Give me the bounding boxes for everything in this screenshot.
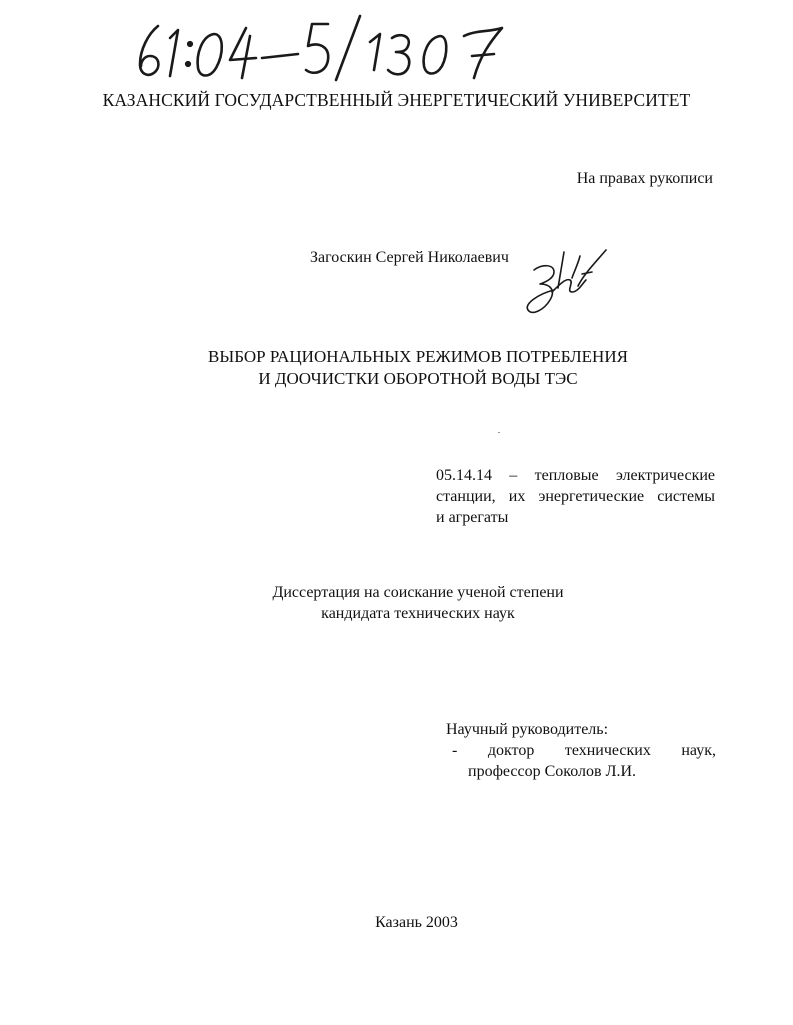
specialty-block [436, 465, 715, 528]
degree-line-1: Диссертация на соискание ученой степени [272, 584, 564, 601]
specialty-line-3: и агрегаты [436, 509, 509, 526]
dissertation-title [0, 346, 793, 390]
degree-statement [0, 582, 793, 624]
specialty-line-2: станции, их энергетические системы [436, 488, 715, 505]
scan-speck [498, 432, 500, 433]
specialty-line-1: 05.14.14 – тепловые электрические [436, 467, 715, 484]
author-name: Загоскин Сергей Николаевич [310, 249, 509, 266]
city-year: Казань 2003 [375, 914, 458, 931]
university-name: КАЗАНСКИЙ ГОСУДАРСТВЕННЫЙ ЭНЕРГЕТИЧЕСКИЙ УНИВЕРСИТЕТ [102, 90, 691, 110]
rights-notice: На правах рукописи [576, 170, 713, 187]
supervisor-label: Научный руководитель: [446, 721, 609, 738]
supervisor-block [446, 719, 716, 782]
title-line-2: И ДООЧИСТКИ ОБОРОТНОЙ ВОДЫ ТЭС [258, 369, 578, 388]
title-line-1: ВЫБОР РАЦИОНАЛЬНЫХ РЕЖИМОВ ПОТРЕБЛЕНИЯ [208, 347, 628, 366]
supervisor-name: профессор Соколов Л.И. [468, 763, 636, 780]
supervisor-degree: - доктор технических наук, [452, 742, 716, 759]
author-signature [520, 244, 612, 326]
handwritten-archive-code [128, 8, 548, 90]
degree-line-2: кандидата технических наук [321, 605, 515, 622]
